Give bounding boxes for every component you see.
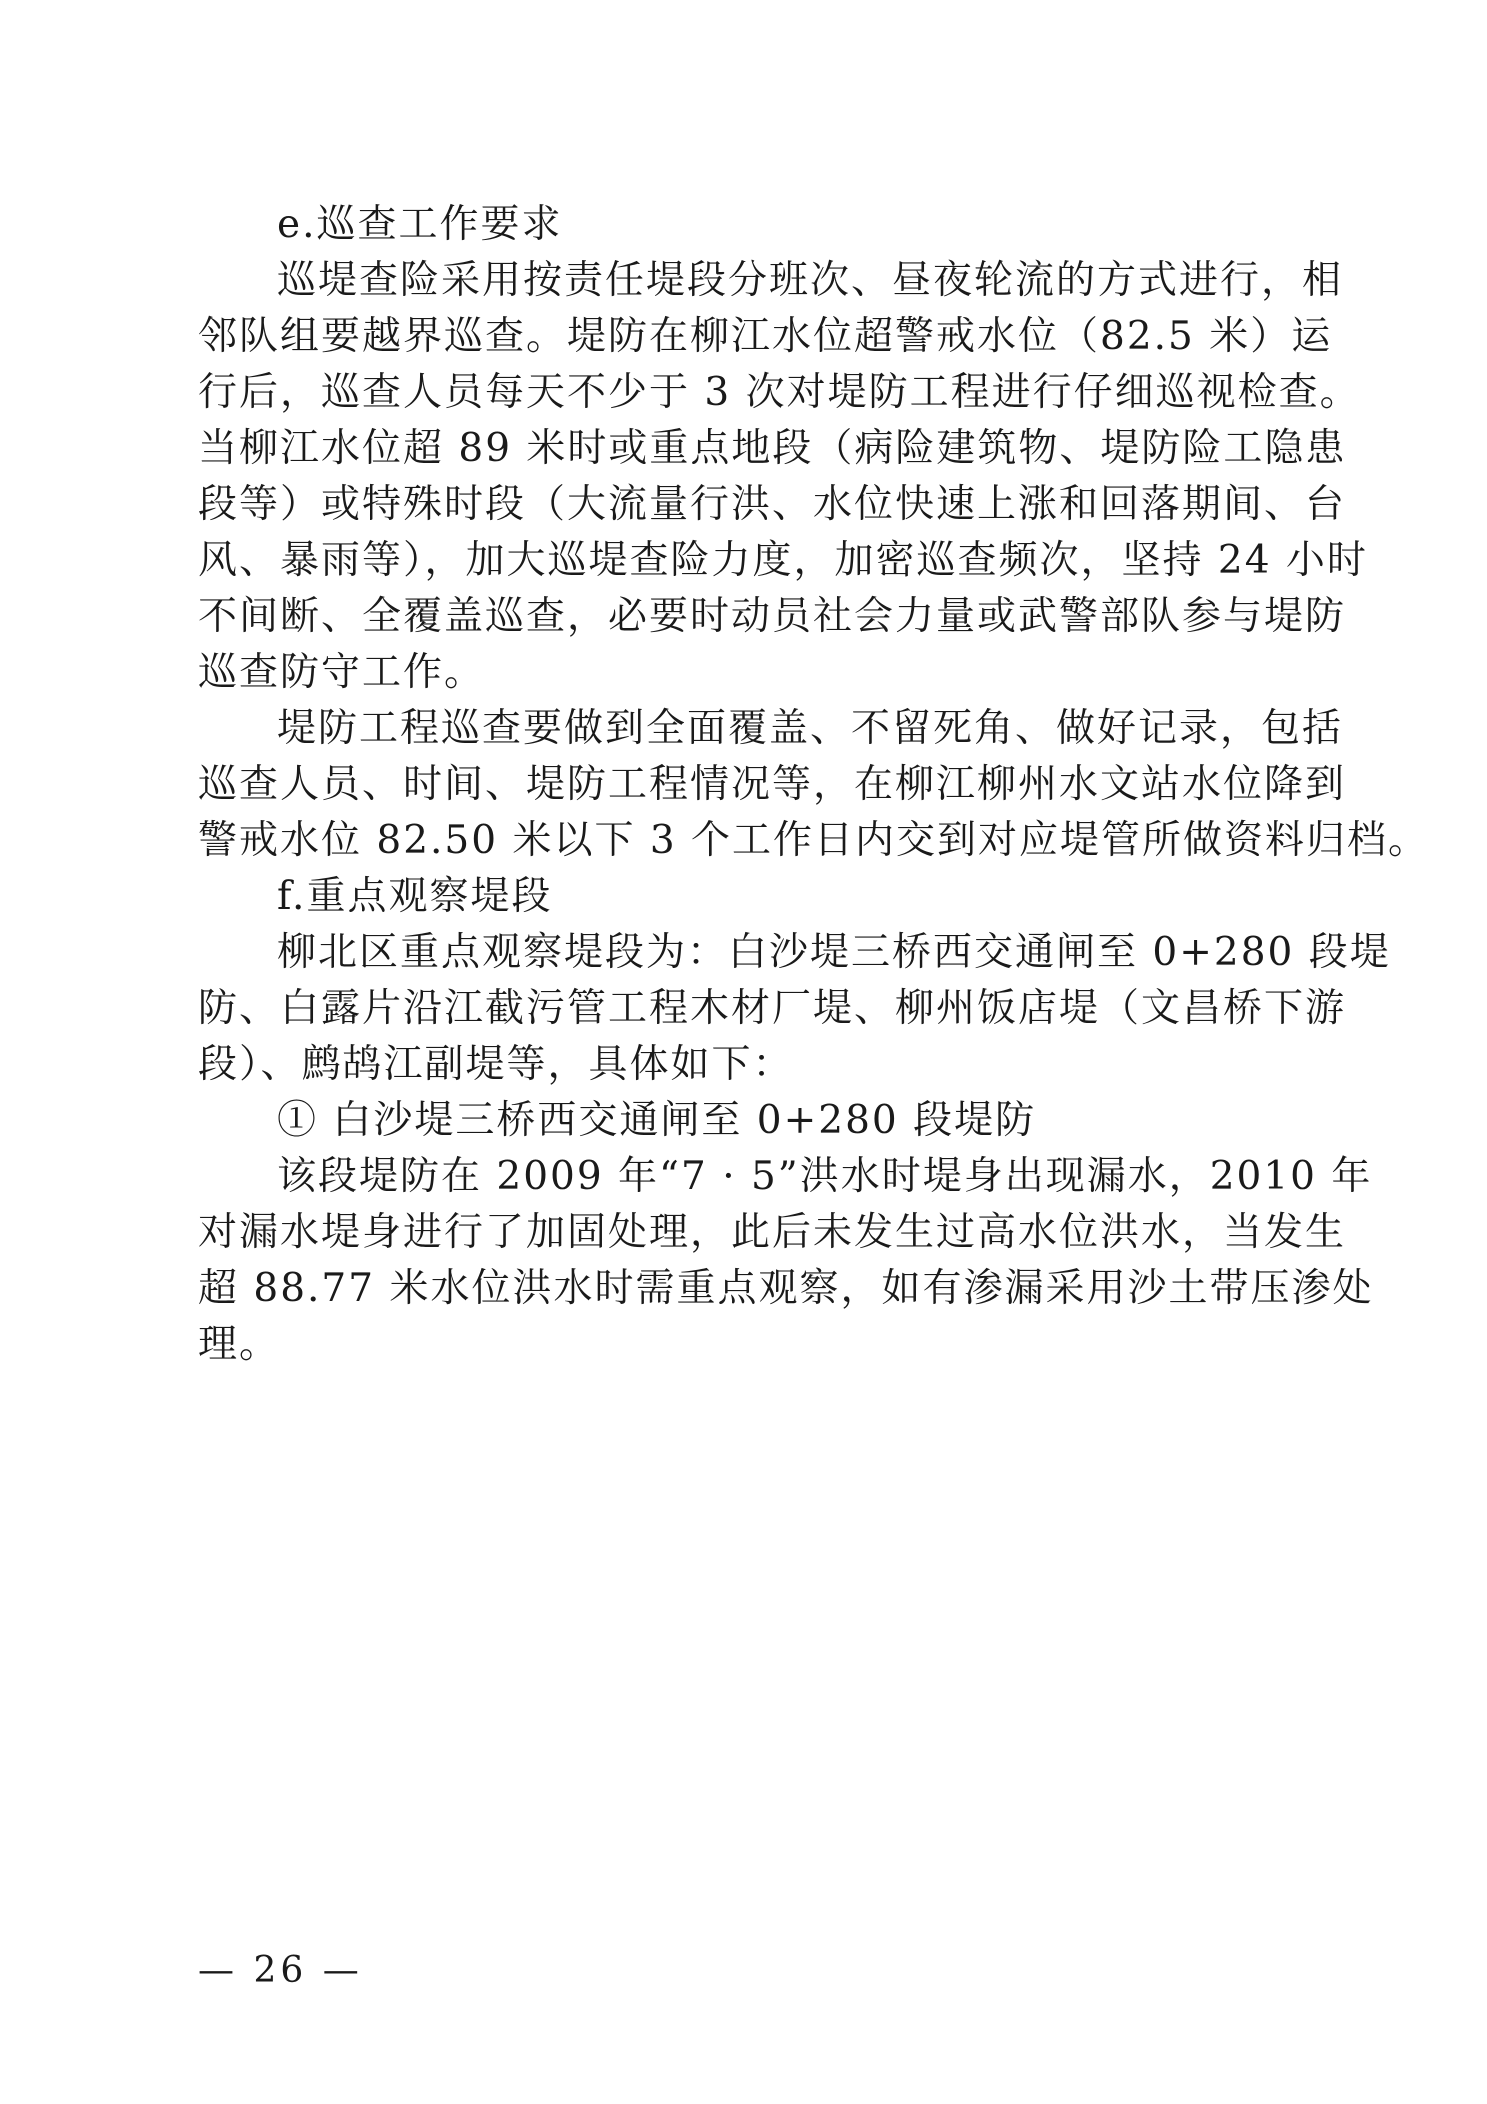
paragraph-line: 对漏水堤身进行了加固处理，此后未发生过高水位洪水，当发生 <box>198 1210 1347 1255</box>
paragraph-line: 柳北区重点观察堤段为：白沙堤三桥西交通闸至 0+280 段堤 <box>277 930 1391 975</box>
paragraph-line: 风、暴雨等），加大巡堤查险力度，加密巡查频次，坚持 24 小时 <box>198 538 1368 583</box>
paragraph-line: 堤防工程巡查要做到全面覆盖、不留死角、做好记录，包括 <box>277 706 1344 751</box>
paragraph-line: 警戒水位 82.50 米以下 3 个工作日内交到对应堤管所做资料归档。 <box>198 818 1430 863</box>
paragraph-line: 邻队组要越界巡查。堤防在柳江水位超警戒水位（82.5 米）运 <box>198 314 1333 359</box>
paragraph-line: 防、白露片沿江截污管工程木材厂堤、柳州饭店堤（文昌桥下游 <box>198 986 1347 1031</box>
paragraph-line: 段）、鹧鸪江副堤等，具体如下： <box>198 1042 794 1087</box>
section-heading-e: e.巡查工作要求 <box>277 202 563 247</box>
section-heading-f: f.重点观察堤段 <box>277 874 553 919</box>
paragraph-line: 段等）或特殊时段（大流量行洪、水位快速上涨和回落期间、台 <box>198 482 1347 527</box>
paragraph-line: 该段堤防在 2009 年“7 · 5”洪水时堤身出现漏水，2010 年 <box>277 1154 1373 1199</box>
paragraph-line: 超 88.77 米水位洪水时需重点观察，如有渗漏采用沙土带压渗处 <box>198 1266 1374 1311</box>
paragraph-line: 行后，巡查人员每天不少于 3 次对堤防工程进行仔细巡视检查。 <box>198 370 1361 415</box>
paragraph-line: 不间断、全覆盖巡查，必要时动员社会力量或武警部队参与堤防 <box>198 594 1347 639</box>
paragraph-line: 理。 <box>198 1322 281 1367</box>
page-number: — 26 — <box>198 1950 363 1991</box>
paragraph-line: 巡查人员、时间、堤防工程情况等，在柳江柳州水文站水位降到 <box>198 762 1347 807</box>
paragraph-line: 巡查防守工作。 <box>198 650 486 695</box>
subsection-heading-1: ① 白沙堤三桥西交通闸至 0+280 段堤防 <box>277 1098 1037 1143</box>
paragraph-line: 当柳江水位超 89 米时或重点地段（病险建筑物、堤防险工隐患 <box>198 426 1347 471</box>
paragraph-line: 巡堤查险采用按责任堤段分班次、昼夜轮流的方式进行，相 <box>277 258 1344 303</box>
